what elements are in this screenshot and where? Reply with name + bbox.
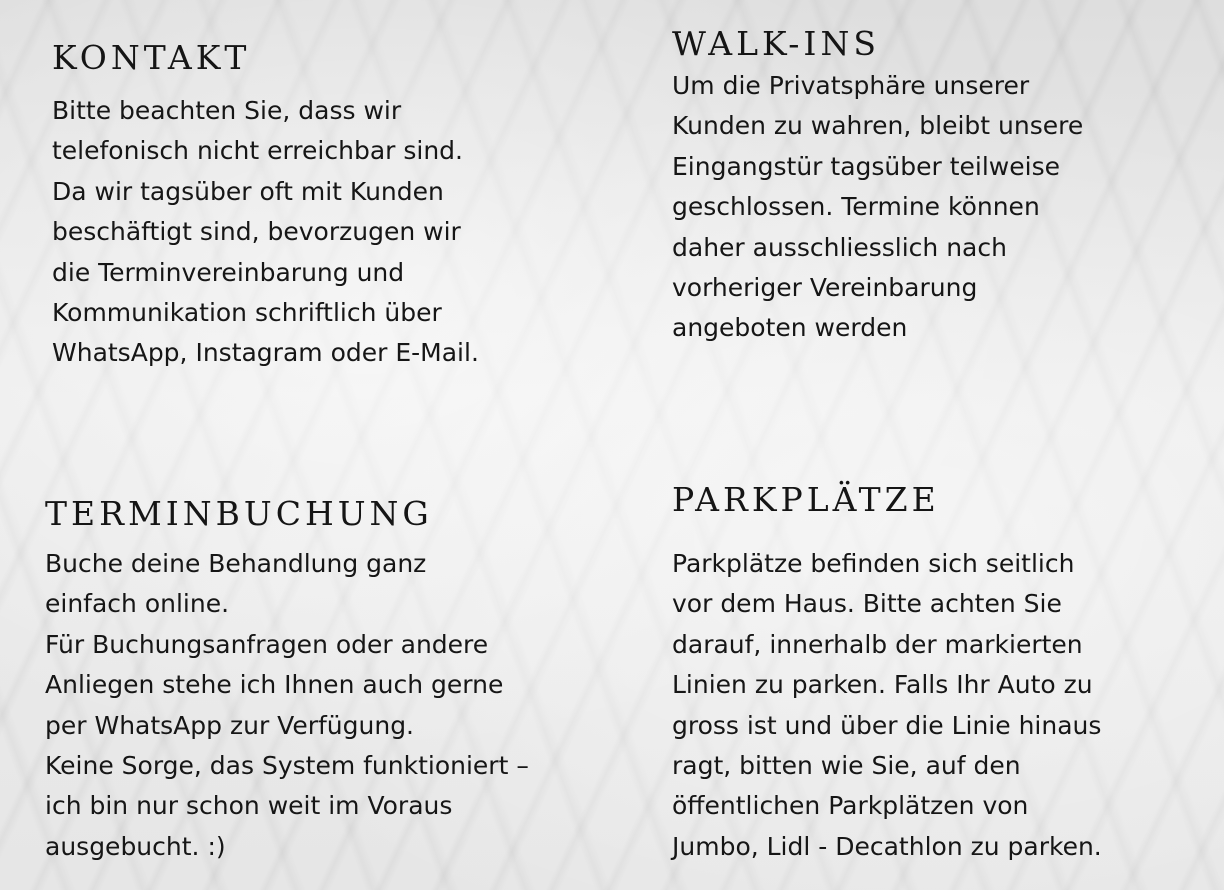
- parkplaetze-section: [672, 480, 1212, 867]
- walk-ins-heading: WALK-INS: [672, 24, 880, 63]
- terminbuchung-heading: TERMINBUCHUNG: [45, 494, 433, 533]
- kontakt-text: Bitte beachten Sie, dass wir telefonisch nicht erreichbar sind. Da wir tagsüber oft mit Kunden beschäftigt sind, bevorzugen wir die Terminvereinbarung und Kommunikation schriftlich über WhatsApp, Instagram oder E-Mail.: [52, 96, 479, 368]
- parkplaetze-heading: PARKPLÄTZE: [672, 480, 940, 519]
- kontakt-heading: KONTAKT: [52, 38, 251, 77]
- terminbuchung-section: [45, 494, 615, 867]
- walk-ins-section: [672, 24, 1212, 349]
- terminbuchung-text: Buche deine Behandlung ganz einfach online. Für Buchungsanfragen oder andere Anliegen stehe ich Ihnen auch gerne per WhatsApp zur Verfügung. Keine Sorge, das System funktioniert – ich bin nur schon weit im Voraus ausgebucht. :): [45, 549, 529, 861]
- parkplaetze-text: Parkplätze befinden sich seitlich vor dem Haus. Bitte achten Sie darauf, innerhalb der markierten Linien zu parken. Falls Ihr Auto zu gross ist und über die Linie hinaus ragt, bitten wie Sie, auf den öffentlichen Parkplätzen von Jumbo, Lidl - Decathlon zu parken.: [672, 549, 1102, 861]
- walk-ins-text: Um die Privatsphäre unserer Kunden zu wahren, bleibt unsere Eingangstür tagsüber teilweise geschlossen. Termine können daher ausschliesslich nach vorheriger Vereinbarung angeboten werden: [672, 71, 1084, 343]
- kontakt-section: [52, 38, 572, 374]
